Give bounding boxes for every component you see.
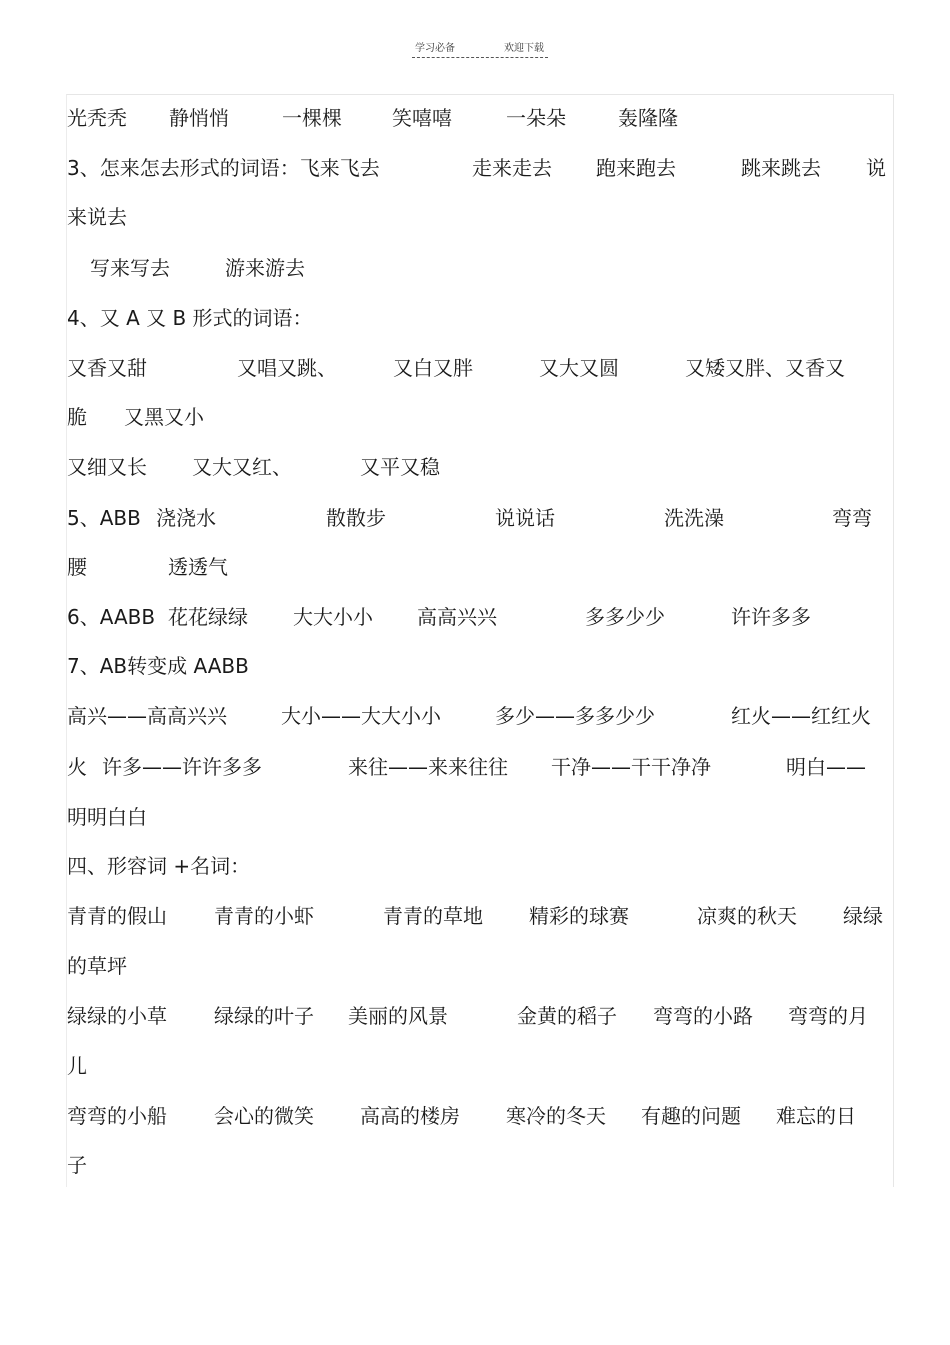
word: 来往——来来往往 [348, 755, 508, 779]
word: 寒冷的冬天 [506, 1104, 606, 1128]
word: 明明白白 [67, 805, 147, 829]
text-line [67, 353, 891, 383]
word: 会心的微笑 [214, 1104, 314, 1128]
word: 金黄的稻子 [517, 1004, 617, 1028]
word: 6、AABB [67, 605, 156, 629]
text-line [67, 901, 891, 931]
word: 青青的草地 [383, 904, 483, 928]
text-line [67, 253, 891, 283]
word: 说说话 [495, 506, 555, 530]
word: 干净——干干净净 [551, 755, 711, 779]
word: 一棵棵 [282, 106, 342, 130]
word: 多多少少 [585, 605, 665, 629]
word: 洗洗澡 [664, 506, 724, 530]
word: 的草坪 [67, 954, 127, 978]
word: 子 [67, 1153, 87, 1177]
word: 青青的假山 [67, 904, 167, 928]
word: 弯弯的小路 [653, 1004, 753, 1028]
text-line [67, 103, 891, 133]
word: 又大又红、 [192, 455, 292, 479]
word: 高兴——高高兴兴 [67, 704, 227, 728]
text-line [67, 802, 891, 832]
word: 透透气 [168, 555, 228, 579]
word: 又唱又跳、 [237, 356, 337, 380]
word: 静悄悄 [169, 106, 229, 130]
word: 写来写去 [90, 256, 170, 280]
word: 火 [67, 755, 87, 779]
word: 4、又 A 又 B 形式的词语： [67, 306, 313, 330]
word: 脆 [67, 405, 87, 429]
word: 红火——红红火 [731, 704, 871, 728]
word: 来说去 [67, 205, 127, 229]
text-line [67, 1101, 891, 1131]
word: 有趣的问题 [641, 1104, 741, 1128]
text-line [67, 1150, 891, 1180]
word: 弯弯的小船 [67, 1104, 167, 1128]
text-line [67, 701, 891, 731]
word: 又细又长 [67, 455, 147, 479]
word: 5、ABB [67, 506, 141, 530]
word: 跳来跳去 [741, 156, 821, 180]
word: 许许多多 [731, 605, 811, 629]
word: 走来走去 [472, 156, 552, 180]
word: 7、AB转变成 AABB [67, 654, 249, 678]
word: 明白—— [786, 755, 866, 779]
word: 光秃秃 [67, 106, 127, 130]
word: 又矮又胖、又香又 [685, 356, 845, 380]
word: 笑嘻嘻 [392, 106, 452, 130]
word: 许多——许许多多 [102, 755, 262, 779]
word: 又大又圆 [539, 356, 619, 380]
word: 说 [866, 156, 886, 180]
word: 腰 [67, 555, 87, 579]
word: 青青的小虾 [214, 904, 314, 928]
word: 大小——大大小小 [281, 704, 441, 728]
text-line [67, 153, 891, 183]
text-line [67, 503, 891, 533]
word: 大大小小 [293, 605, 373, 629]
text-line [67, 402, 891, 432]
word: 绿绿的叶子 [214, 1004, 314, 1028]
text-line [67, 602, 891, 632]
text-line [67, 651, 891, 681]
word: 弯弯的月 [788, 1004, 868, 1028]
word: 凉爽的秋天 [697, 904, 797, 928]
header-left-text: 学习必备 [415, 43, 455, 54]
text-line [67, 202, 891, 232]
word: 高高的楼房 [360, 1104, 460, 1128]
word: 又黑又小 [124, 405, 204, 429]
page-header [412, 39, 548, 58]
word: 弯弯 [832, 506, 872, 530]
word: 高高兴兴 [417, 605, 497, 629]
word: 散散步 [326, 506, 386, 530]
text-line [67, 1051, 891, 1081]
word: 浇浇水 [156, 506, 216, 530]
word: 花花绿绿 [168, 605, 248, 629]
word: 又平又稳 [360, 455, 440, 479]
word: 绿绿 [843, 904, 883, 928]
word: 多少——多多少少 [495, 704, 655, 728]
word: 游来游去 [225, 256, 305, 280]
word: 精彩的球赛 [529, 904, 629, 928]
word: 跑来跑去 [596, 156, 676, 180]
word: 绿绿的小草 [67, 1004, 167, 1028]
word: 又香又甜 [67, 356, 147, 380]
word: 美丽的风景 [348, 1004, 448, 1028]
word: 轰隆隆 [618, 106, 678, 130]
text-line [67, 452, 891, 482]
word: 难忘的日 [776, 1104, 856, 1128]
text-line [67, 1001, 891, 1031]
text-line [67, 752, 891, 782]
header-right-text: 欢迎下载 [504, 43, 544, 54]
word: 一朵朵 [506, 106, 566, 130]
word: 又白又胖 [393, 356, 473, 380]
text-line [67, 303, 891, 333]
word: 儿 [67, 1054, 87, 1078]
text-line [67, 951, 891, 981]
word: 3、怎来怎去形式的词语：飞来飞去 [67, 156, 380, 180]
text-line [67, 851, 891, 881]
word: 四、形容词 +名词： [67, 854, 251, 878]
text-line [67, 552, 891, 582]
